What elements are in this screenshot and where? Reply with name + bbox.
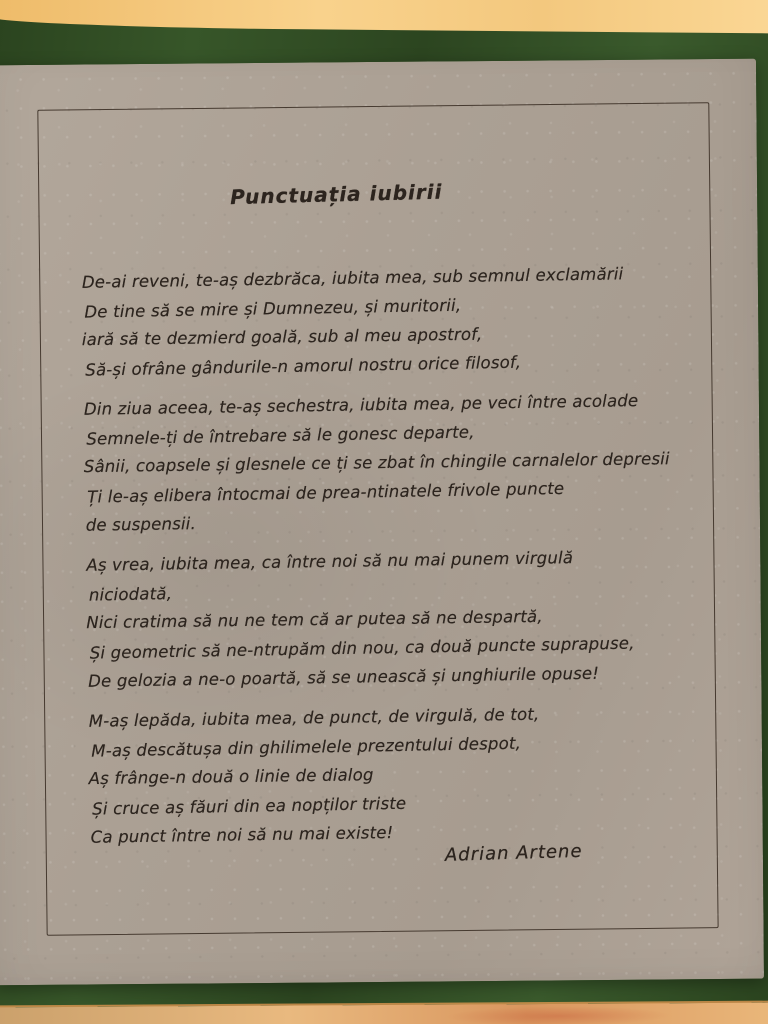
poem-line: M-aș descătușa din ghilimelele prezentului despot, [91, 733, 522, 761]
poem-line: Aș vrea, iubita mea, ca între noi să nu mai punem virgulă [86, 548, 574, 575]
poem-body [82, 258, 741, 863]
stanza-3 [86, 541, 738, 696]
stanza-1 [82, 258, 734, 384]
poem-line: Ți le-aș elibera întocmai de prea-ntinatele frivole puncte [87, 478, 565, 507]
poem-line: niciodată, [88, 584, 173, 605]
poem-signature: Adrian Artene [444, 840, 583, 866]
poem-line: Și cruce aș făuri din ea nopților triste [92, 793, 407, 819]
poem-line: Să-și ofrâne gândurile-n amorul nostru orice filosof, [85, 352, 522, 380]
top-border-strip [0, 0, 768, 33]
stanza-2 [84, 385, 736, 540]
bottom-border-strip [0, 1003, 768, 1024]
poem-line: M-aș lepăda, iubita mea, de punct, de virgulă, de tot, [88, 704, 540, 731]
poem-line: Semnele-ți de întrebare să le gonesc departe, [86, 422, 475, 449]
poem-line: De gelozia a ne-o poartă, să se unească și unghiurile opuse! [88, 663, 600, 691]
poem-line: Nici cratima să nu ne tem că ar putea să ne despartă, [86, 606, 543, 633]
poem-title: Punctuația iubirii [229, 179, 443, 210]
stanza-4 [89, 697, 741, 852]
poem-line: iară să te dezmierd goală, sub al meu apostrof, [81, 324, 483, 350]
poem-line: Din ziua aceea, te-aș sechestra, iubita mea, pe veci între acolade [83, 391, 639, 419]
poem-line: De tine să se mire și Dumnezeu, și muritorii, [84, 295, 462, 322]
poem-line: Și geometric să ne-ntrupăm din nou, ca două puncte suprapuse, [89, 633, 635, 663]
poem-line: Ca punct între noi să nu mai existe! [90, 823, 394, 847]
poem-line: De-ai reveni, te-aș dezbrăca, iubita mea, sub semnul exclamării [81, 264, 624, 292]
poem-paper [0, 59, 764, 986]
poem-line: Sânii, coapsele și glesnele ce ți se zbat în chingile carnalelor depresii [83, 449, 670, 477]
poem-line: de suspensii. [85, 514, 197, 535]
poem-line: Aș frânge-n două o linie de dialog [88, 765, 374, 789]
